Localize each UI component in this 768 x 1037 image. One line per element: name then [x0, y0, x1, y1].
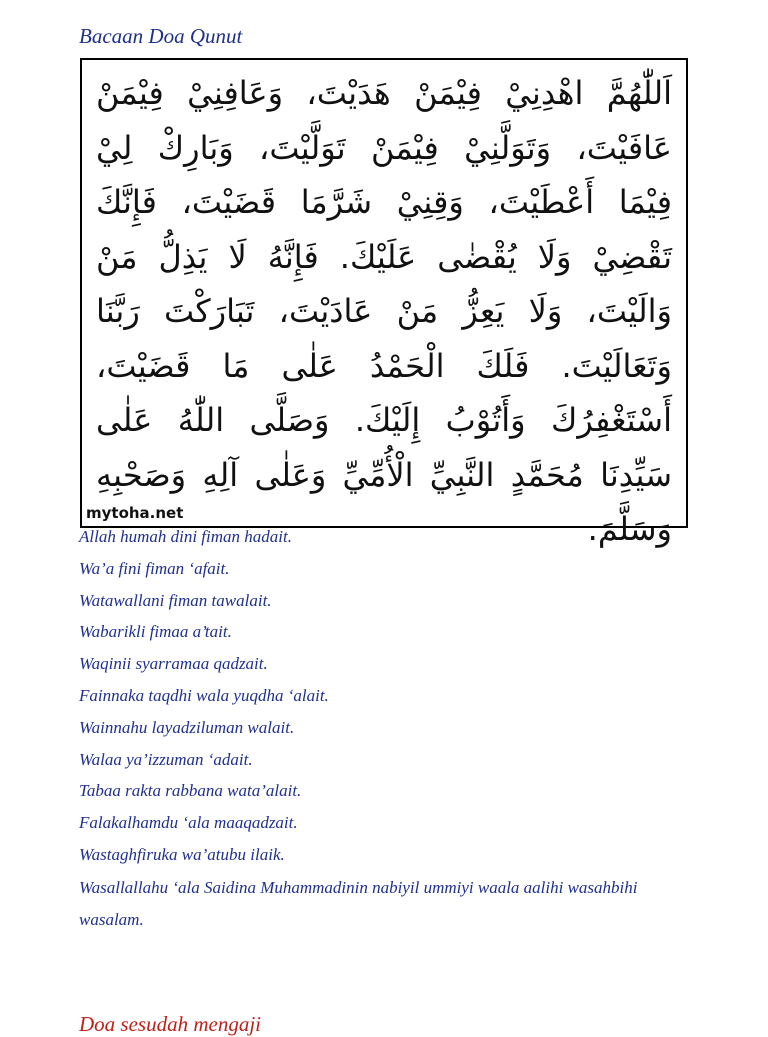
transliteration-line: Wa’a fini fiman ‘afait. [79, 558, 230, 578]
transliteration-line: Falakalhamdu ‘ala maaqadzait. [79, 813, 298, 833]
next-section-heading: Doa sesudah mengaji [79, 1012, 261, 1036]
transliteration-line: Allah humah dini fiman hadait. [79, 527, 292, 546]
transliteration-line: Wabarikli fimaa a’tait. [79, 622, 232, 642]
transliteration-line: Fainnaka taqdhi wala yuqdha ‘alait. [79, 685, 329, 705]
transliteration-line: Watawallani fiman tawalait. [79, 590, 272, 610]
transliteration-line: Wastaghfiruka wa’atubu ilaik. [79, 844, 285, 864]
transliteration-line: Wainnahu layadziluman walait. [79, 717, 295, 737]
watermark-logo: mytoha.net [86, 504, 184, 522]
arabic-prayer-text: اَللّٰهُمَّ اهْدِنِيْ فِيْمَنْ هَدَيْتَ، وَعَافِنِيْ فِيْمَنْ عَافَيْتَ، وَتَوَلَّنِيْ فِيْمَنْ تَوَلَّيْتَ، وَبَارِكْ لِيْ فِيْمَا أَعْطَيْتَ، وَقِنِيْ شَرَّمَا قَضَيْتَ، فَإِنَّكَ تَقْضِيْ وَلَا يُقْضٰى عَلَيْكَ. فَإِنَّهُ لَا يَذِلُّ مَنْ وَالَيْتَ، وَلَا يَعِزُّ مَنْ عَادَيْتَ، تَبَارَكْتَ رَبَّنَا وَتَعَالَيْتَ. فَلَكَ الْحَمْدُ عَلٰى مَا قَضَيْتَ، أَسْتَغْفِرُكَ وَأَتُوْبُ إِلَيْكَ. وَصَلَّى اللّٰهُ عَلٰى سَيِّدِنَا مُحَمَّدٍ النَّبِيِّ الْأُمِّيِّ وَعَلٰى آلِهِ وَصَحْبِهِ وَسَلَّمَ. [96, 74, 672, 548]
transliteration-line: Waqinii syarramaa qadzait. [79, 654, 268, 674]
transliteration-line: Walaa ya’izzuman ‘adait. [79, 749, 253, 769]
transliteration-line: Wasallallahu ‘ala Saidina Muhammadinin nabiyil ummiyi waala aalihi wasahbihi wasalam. [79, 877, 638, 929]
page-title: Bacaan Doa Qunut [79, 24, 243, 48]
transliteration-line: Tabaa rakta rabbana wata’alait. [79, 781, 302, 801]
transliteration-list [79, 527, 699, 948]
